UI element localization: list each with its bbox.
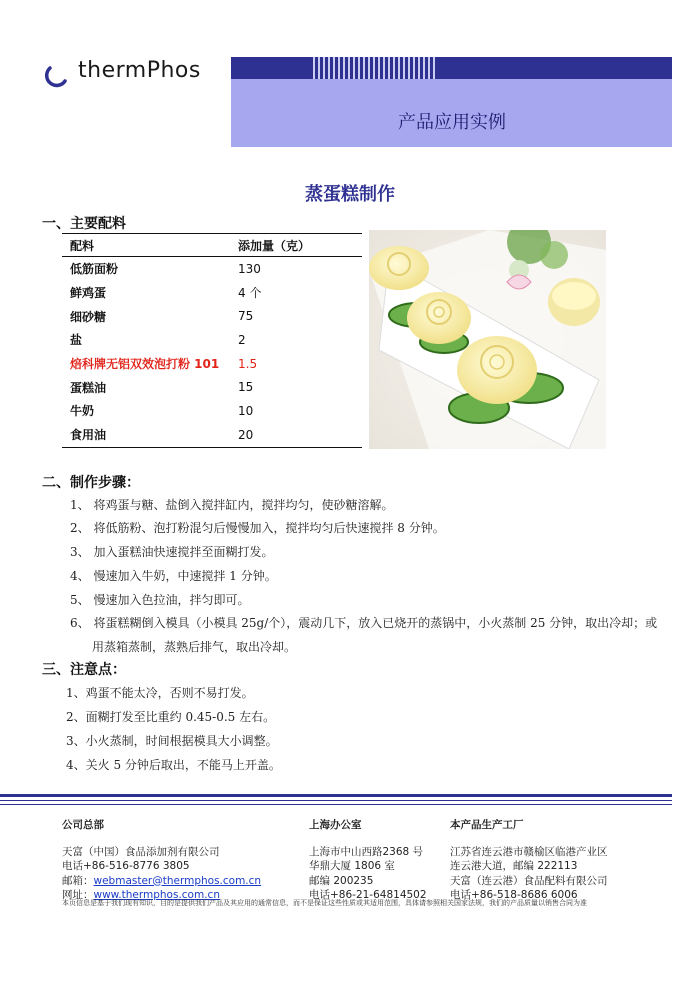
factory-addr1: 江苏省连云港市赣榆区临港产业区	[450, 845, 608, 858]
factory-addr2: 连云港大道，邮编 222113	[450, 860, 578, 872]
ingredient-amount: 2	[238, 332, 246, 347]
brand-name: thermPhos	[78, 58, 201, 83]
ingredient-name: 细砂糖	[70, 309, 107, 324]
factory-company: 天富（连云港）食品配料有限公司	[450, 874, 608, 887]
header-stripes	[313, 57, 435, 79]
footer-factory	[450, 818, 608, 903]
ingredient-amount: 4 个	[238, 286, 262, 301]
table-row	[62, 423, 362, 447]
list-item: 2、 将低筋粉、泡打粉混匀后慢慢加入，搅拌均匀后快速搅拌 8 分钟。	[70, 521, 445, 535]
table-row	[62, 375, 362, 399]
factory-heading: 本产品生产工厂	[450, 819, 524, 831]
footer-shanghai-office	[309, 818, 427, 903]
list-item: 3、小火蒸制，时间根据模具大小调整。	[66, 734, 278, 748]
table-row	[62, 304, 362, 328]
hq-web-label: 网址：	[62, 889, 94, 901]
hq-email-label: 邮箱：	[62, 874, 94, 887]
table-row	[62, 328, 362, 352]
hq-company: 天富（中国）食品添加剂有限公司	[62, 845, 220, 858]
list-item-continued: 用蒸箱蒸制，蒸熟后排气，取出冷却。	[92, 640, 297, 654]
hq-heading: 公司总部	[62, 819, 104, 831]
hq-email-row	[62, 874, 261, 889]
footer-rule	[0, 800, 672, 801]
footer-disclaimer: 本页信息是基于我们现有知识，目的是提供我们产品及其应用的通常信息，而不是保证这些性质或其适用范围，具体请参照相关国家法规，我们的产品质量以销售合同为准	[62, 899, 587, 907]
photo-illustration	[369, 230, 606, 449]
ingredient-name: 食用油	[62, 423, 230, 447]
header-title: 产品应用实例	[398, 112, 506, 133]
list-item: 3、 加入蛋糕油快速搅拌至面糊打发。	[70, 545, 274, 559]
ingredient-amount: 130	[238, 261, 261, 276]
footer-rule	[0, 804, 672, 805]
ingredient-name: 焙科牌无铝双效泡打粉 101	[70, 357, 220, 372]
footer-headquarters	[62, 818, 261, 903]
ingredient-name: 低筋面粉	[70, 262, 119, 277]
col-ingredient-header: 配料	[62, 234, 230, 257]
header-bar	[231, 57, 672, 79]
ingredient-name: 盐	[70, 333, 83, 348]
list-item: 2、面糊打发至比重约 0.45-0.5 左右。	[66, 710, 276, 724]
ingredient-name: 蛋糕油	[70, 380, 107, 395]
shanghai-heading: 上海办公室	[309, 819, 362, 831]
factory-tel: 电话+86-518-8686 6006	[450, 889, 578, 901]
ingredient-amount: 75	[238, 309, 254, 324]
ingredient-amount: 20	[230, 423, 362, 447]
list-item: 6、 将蛋糕糊倒入模具（小模具 25g/个），震动几下，放入已烧开的蒸锅中，小火蒸制 25 分钟，取出冷却；或	[70, 616, 658, 630]
hq-web-link[interactable]: www.thermphos.com.cn	[93, 889, 220, 901]
section-ingredients-title: 一、主要配料	[42, 216, 126, 232]
list-item: 1、 将鸡蛋与糖、盐倒入搅拌缸内，搅拌均匀，使砂糖溶解。	[70, 498, 394, 512]
ingredient-amount: 10	[238, 403, 254, 418]
shanghai-addr1: 上海市中山西路2368 号	[309, 845, 424, 858]
ingredient-name: 鲜鸡蛋	[70, 286, 107, 301]
document-title: 蒸蛋糕制作	[305, 184, 395, 205]
section-steps-title: 二、制作步骤：	[42, 475, 140, 491]
table-row	[62, 257, 362, 281]
shanghai-addr2: 华鼎大厦 1806 室	[309, 860, 395, 872]
list-item: 4、关火 5 分钟后取出，不能马上开盖。	[66, 758, 281, 772]
footer-rule	[0, 794, 672, 797]
col-amount-header: 添加量（克）	[230, 234, 362, 257]
thermphos-logo	[44, 58, 214, 88]
logo-mark-icon	[44, 62, 70, 88]
ingredient-name: 牛奶	[70, 404, 95, 419]
hq-email-link[interactable]: webmaster@thermphos.com.cn	[93, 874, 262, 887]
hq-tel: 电话+86-516-8776 3805	[62, 860, 190, 872]
ingredient-amount: 1.5	[238, 356, 258, 371]
ingredients-table	[62, 233, 362, 448]
shanghai-zip: 邮编 200235	[309, 874, 374, 887]
table-row-highlight	[62, 352, 362, 376]
list-item: 1、鸡蛋不能太冷，否则不易打发。	[66, 686, 254, 700]
list-item: 4、 慢速加入牛奶，中速搅拌 1 分钟。	[70, 569, 277, 583]
list-item: 5、 慢速加入色拉油，拌匀即可。	[70, 593, 250, 607]
table-header-row	[62, 234, 362, 257]
steamed-cake-photo	[369, 230, 606, 449]
shanghai-tel: 电话+86-21-64814502	[309, 889, 427, 901]
table-row	[62, 399, 362, 423]
table-row	[62, 281, 362, 305]
section-notes-title: 三、注意点：	[42, 662, 126, 678]
ingredient-amount: 15	[238, 380, 254, 395]
